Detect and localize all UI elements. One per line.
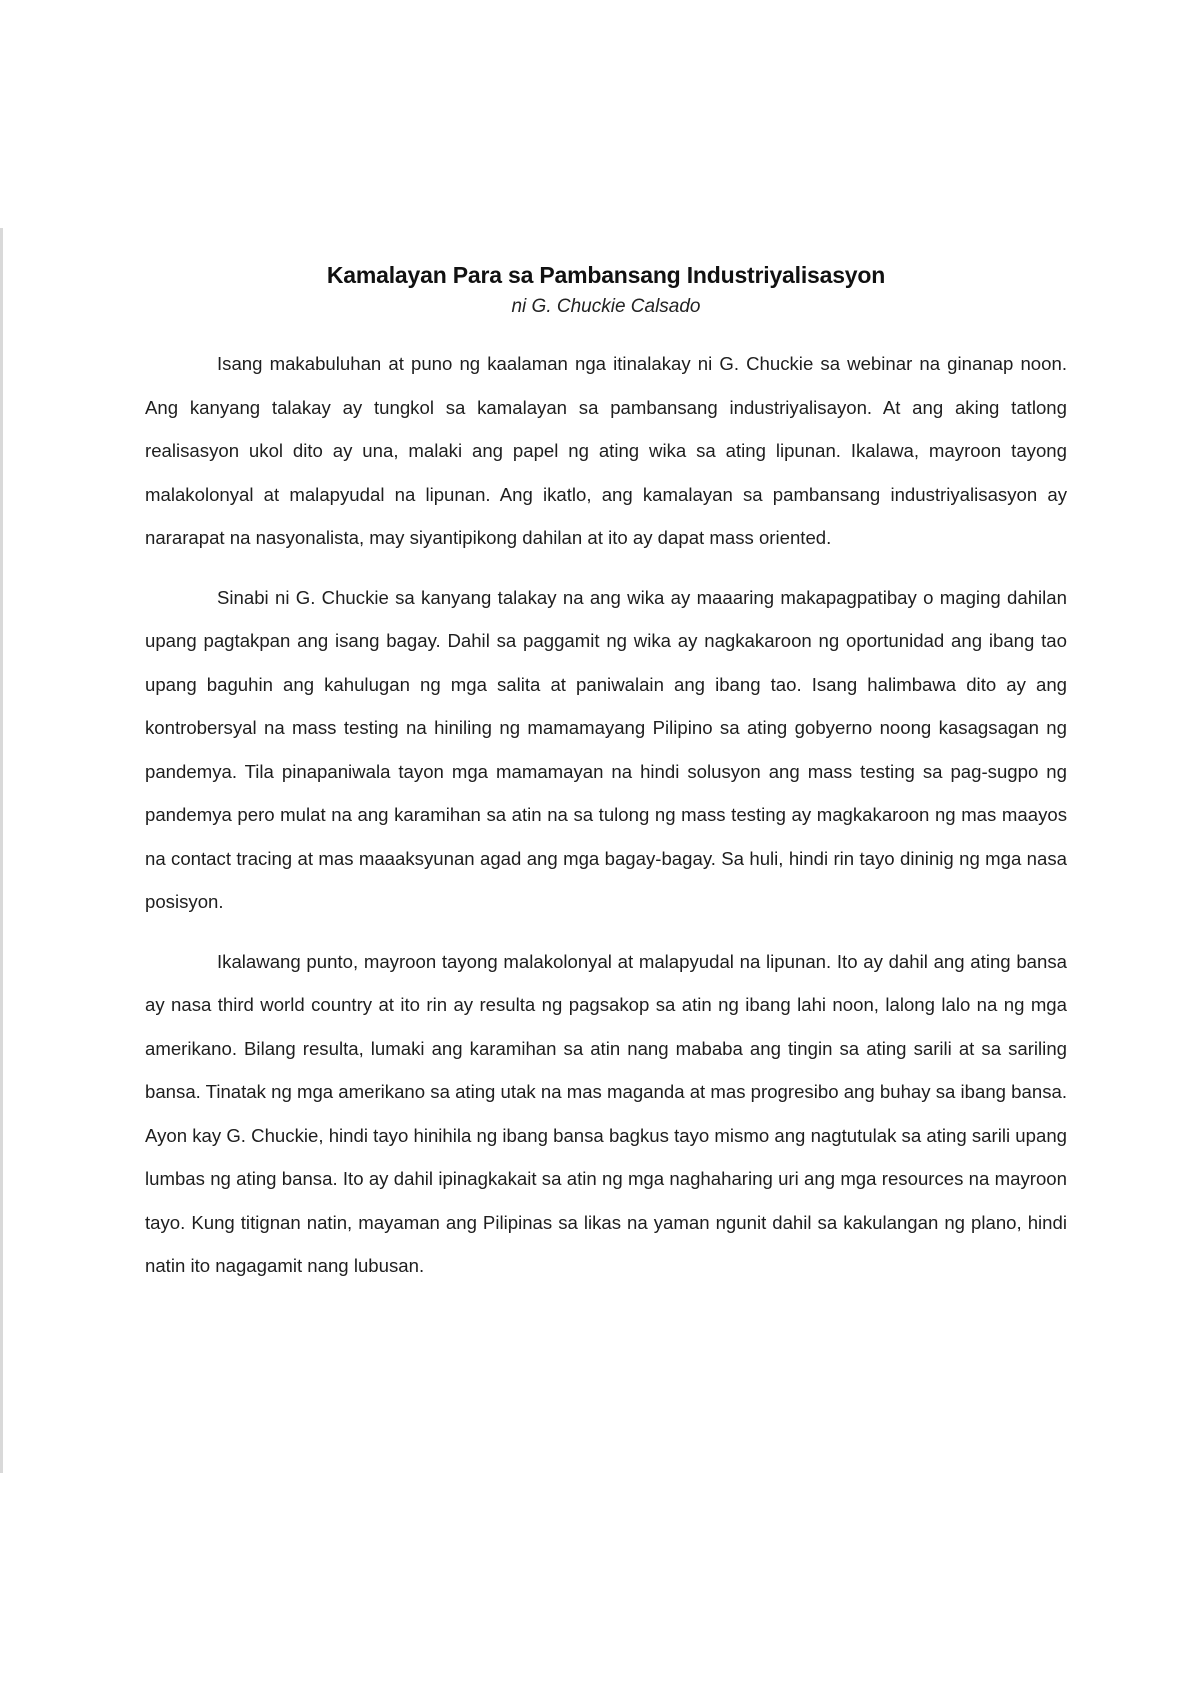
document-author: ni G. Chuckie Calsado — [511, 296, 701, 317]
document-page — [145, 258, 1067, 1304]
document-body — [145, 342, 1067, 1288]
document-title: Kamalayan Para sa Pambansang Industriyalisasyon — [326, 262, 886, 288]
paragraph-3: Ikalawang punto, mayroon tayong malakolonyal at malapyudal na lipunan. Ito ay dahil ang ating bansa ay nasa third world country at ito rin ay resulta ng pagsakop sa atin ng ibang lahi noon, lalong lalo na ng mga amerikano. Bilang resulta, lumaki ang karamihan sa atin nang mababa ang tingin sa ating sarili at sa sariling bansa. Tinatak ng mga amerikano sa ating utak na mas maganda at mas progresibo ang buhay sa ibang bansa. Ayon kay G. Chuckie, hindi tayo hinihila ng ibang bansa bagkus tayo mismo ang nagtutulak sa ating sarili upang lumbas ng ating bansa. Ito ay dahil ipinagkakait sa atin ng mga naghaharing uri ang mga resources na mayroon tayo. Kung titignan natin, mayaman ang Pilipinas sa likas na yaman ngunit dahil sa kakulangan ng plano, hindi natin ito nagagamit nang lubusan. — [145, 950, 1068, 1276]
paragraph-1: Isang makabuluhan at puno ng kaalaman nga itinalakay ni G. Chuckie sa webinar na ginanap noon. Ang kanyang talakay ay tungkol sa kamalayan sa pambansang industriyalisayon. At ang aking tatlong realisasyon ukol dito ay una, malaki ang papel ng ating wika sa ating lipunan. Ikalawa, mayroon tayong malakolonyal at malapyudal na lipunan. Ang ikatlo, ang kamalayan sa pambansang industriyalisasyon ay nararapat na nasyonalista, may siyantipikong dahilan at ito ay dapat mass oriented. — [145, 353, 1067, 548]
page-edge-line — [0, 228, 3, 1473]
paragraph-2: Sinabi ni G. Chuckie sa kanyang talakay na ang wika ay maaaring makapagpatibay o maging dahilan upang pagtakpan ang isang bagay. Dahil sa paggamit ng wika ay nagkakaroon ng oportunidad ang ibang tao upang baguhin ang kahulugan ng mga salita at paniwalain ang ibang tao. Isang halimbawa dito ay ang kontrobersyal na mass testing na hiniling ng mamamayang Pilipino sa ating gobyerno noong kasagsagan ng pandemya. Tila pinapaniwala tayon mga mamamayan na hindi solusyon ang mass testing sa pag-sugpo ng pandemya pero mulat na ang karamihan sa atin na sa tulong ng mass testing ay magkakaroon ng mas maayos na contact tracing at mas maaaksyunan agad ang mga bagay-bagay. Sa huli, hindi rin tayo dininig ng mga nasa posisyon. — [145, 586, 1067, 912]
